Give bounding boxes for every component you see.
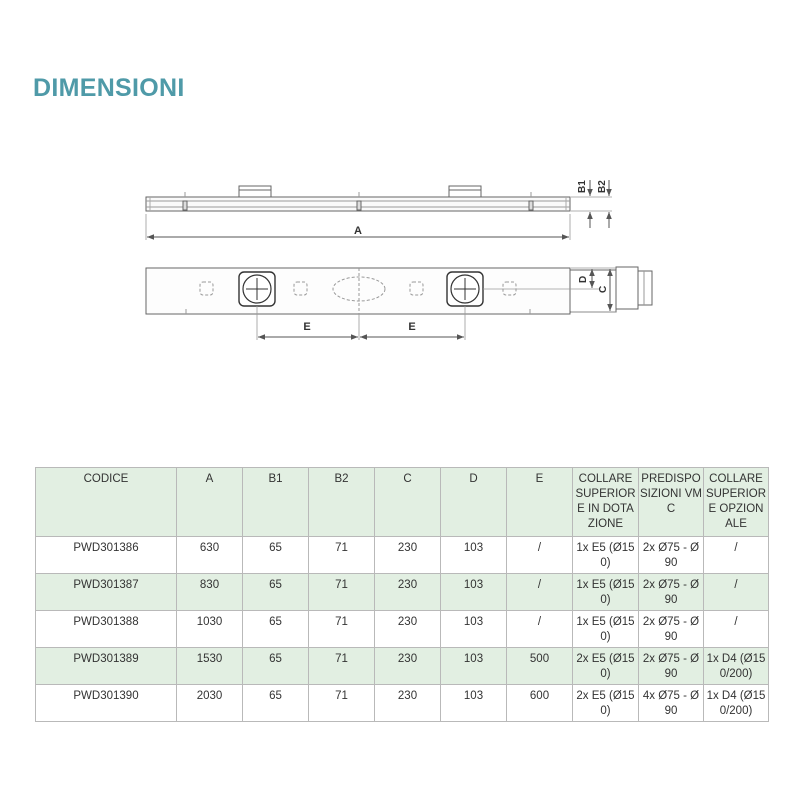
- cell-d: 103: [441, 648, 507, 685]
- cell-e: /: [507, 574, 573, 611]
- table-header-row: [36, 468, 769, 537]
- page-title: DIMENSIONI: [33, 74, 185, 102]
- cell-b2: 71: [309, 537, 375, 574]
- label-c: C: [598, 285, 609, 293]
- cell-collare-opzionale: /: [704, 574, 769, 611]
- cell-codice: PWD301386: [36, 537, 177, 574]
- header-collare-dotazione: COLLARE SUPERIORE IN DOTAZIONE: [573, 468, 639, 537]
- cell-collare-opzionale: /: [704, 611, 769, 648]
- cell-predisposizioni: 2x Ø75 - Ø90: [639, 611, 704, 648]
- cell-a: 830: [177, 574, 243, 611]
- cell-b2: 71: [309, 648, 375, 685]
- cell-collare-dotazione: 1x E5 (Ø150): [573, 574, 639, 611]
- cell-b1: 65: [243, 648, 309, 685]
- label-e-right: E: [408, 321, 416, 333]
- label-a: A: [354, 225, 362, 237]
- header-codice: CODICE: [36, 468, 177, 537]
- label-e-left: E: [303, 321, 311, 333]
- cell-a: 1030: [177, 611, 243, 648]
- cell-collare-dotazione: 1x E5 (Ø150): [573, 537, 639, 574]
- table-row: [36, 611, 769, 648]
- header-d: D: [441, 468, 507, 537]
- cell-c: 230: [375, 611, 441, 648]
- label-d: D: [578, 275, 589, 283]
- cell-codice: PWD301388: [36, 611, 177, 648]
- cell-collare-opzionale: 1x D4 (Ø150/200): [704, 648, 769, 685]
- header-predisposizioni: PREDISPOSIZIONI VMC: [639, 468, 704, 537]
- cell-collare-dotazione: 2x E5 (Ø150): [573, 685, 639, 722]
- cell-predisposizioni: 2x Ø75 - Ø90: [639, 537, 704, 574]
- cell-b2: 71: [309, 685, 375, 722]
- cell-b2: 71: [309, 611, 375, 648]
- cell-b2: 71: [309, 574, 375, 611]
- cell-collare-dotazione: 1x E5 (Ø150): [573, 611, 639, 648]
- cell-e: 500: [507, 648, 573, 685]
- cell-codice: PWD301389: [36, 648, 177, 685]
- cell-collare-opzionale: 1x D4 (Ø150/200): [704, 685, 769, 722]
- table-row: [36, 685, 769, 722]
- cell-predisposizioni: 2x Ø75 - Ø90: [639, 574, 704, 611]
- label-b1: B1: [577, 180, 588, 193]
- cell-collare-dotazione: 2x E5 (Ø150): [573, 648, 639, 685]
- table-row: [36, 648, 769, 685]
- cell-b1: 65: [243, 574, 309, 611]
- label-b2: B2: [597, 180, 608, 193]
- cell-collare-opzionale: /: [704, 537, 769, 574]
- cell-e: /: [507, 611, 573, 648]
- header-e: E: [507, 468, 573, 537]
- header-a: A: [177, 468, 243, 537]
- cell-c: 230: [375, 685, 441, 722]
- cell-a: 630: [177, 537, 243, 574]
- cell-c: 230: [375, 648, 441, 685]
- cell-d: 103: [441, 611, 507, 648]
- front-view: [146, 267, 652, 314]
- cell-e: 600: [507, 685, 573, 722]
- cell-b1: 65: [243, 611, 309, 648]
- cell-a: 1530: [177, 648, 243, 685]
- table-row: [36, 574, 769, 611]
- header-b1: B1: [243, 468, 309, 537]
- table-row: [36, 537, 769, 574]
- cell-d: 103: [441, 537, 507, 574]
- cell-codice: PWD301387: [36, 574, 177, 611]
- top-view: [146, 186, 570, 211]
- header-collare-opzionale: COLLARE SUPERIORE OPZIONALE: [704, 468, 769, 537]
- cell-b1: 65: [243, 685, 309, 722]
- cell-predisposizioni: 2x Ø75 - Ø90: [639, 648, 704, 685]
- cell-predisposizioni: 4x Ø75 - Ø90: [639, 685, 704, 722]
- cell-c: 230: [375, 537, 441, 574]
- cell-a: 2030: [177, 685, 243, 722]
- cell-d: 103: [441, 574, 507, 611]
- cell-b1: 65: [243, 537, 309, 574]
- cell-d: 103: [441, 685, 507, 722]
- dimensions-table: [35, 467, 769, 722]
- cell-codice: PWD301390: [36, 685, 177, 722]
- header-c: C: [375, 468, 441, 537]
- cell-c: 230: [375, 574, 441, 611]
- header-b2: B2: [309, 468, 375, 537]
- cell-e: /: [507, 537, 573, 574]
